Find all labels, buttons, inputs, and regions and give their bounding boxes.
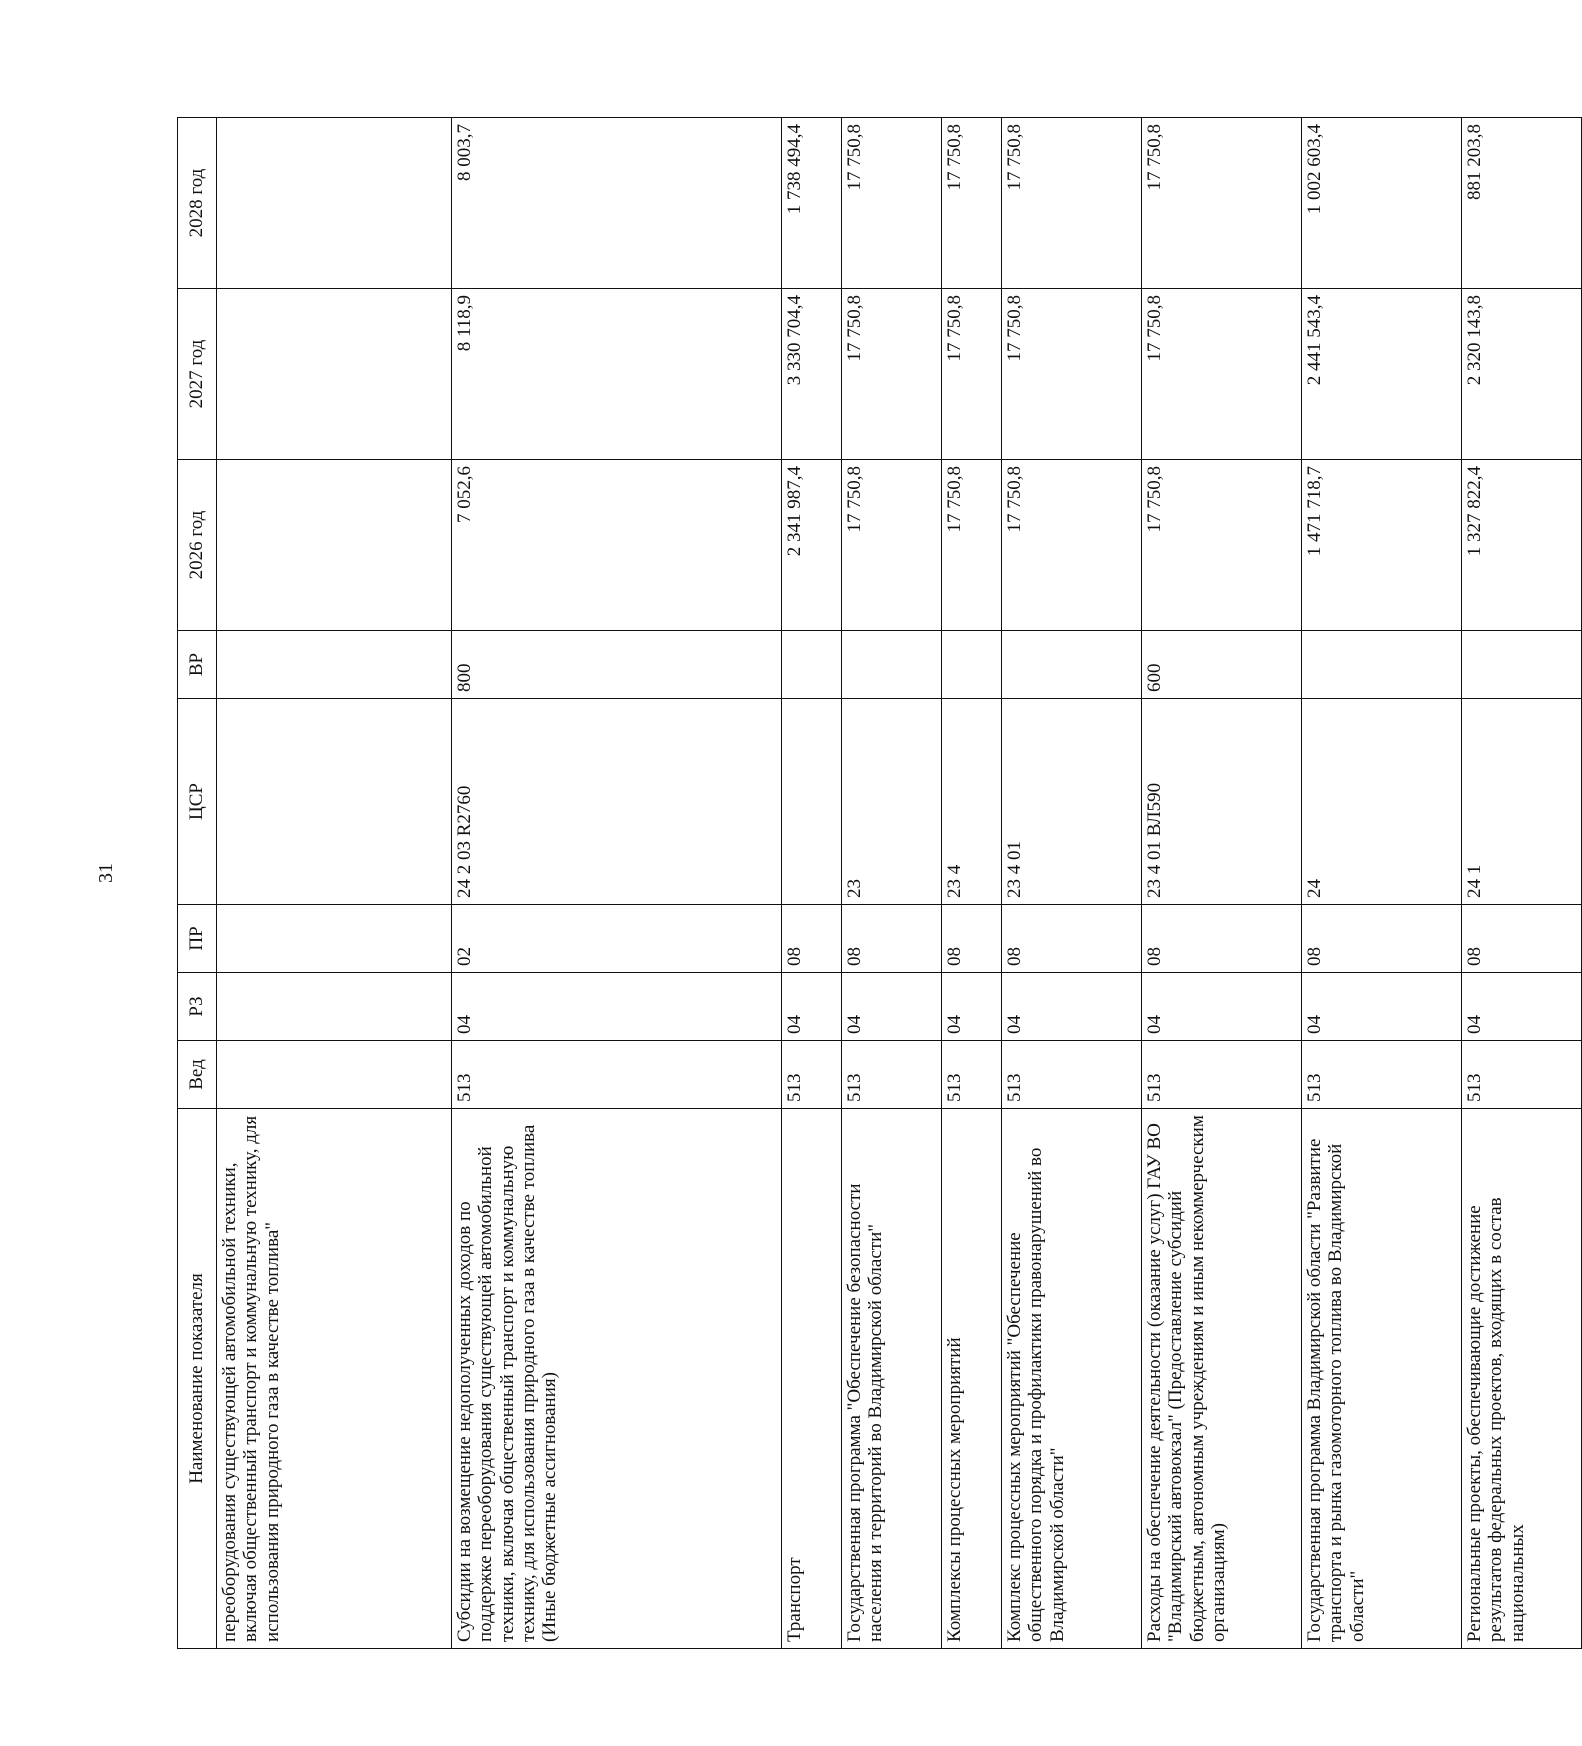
row-vr-cell: 600 <box>1142 631 1302 699</box>
row-ved-cell: 513 <box>1142 1041 1302 1109</box>
row-name-cell: Государственная программа Владимирской области "Развитие транспорта и рынка газомоторного топлива во Владимирской области" <box>1302 1109 1462 1649</box>
table-row <box>942 118 1002 1649</box>
row-rz-cell: 04 <box>942 973 1002 1041</box>
table-body <box>217 118 1582 1649</box>
header-csr: ЦСР <box>178 699 217 905</box>
row-name-cell: Субсидии на возмещение недополученных доходов по поддержке переоборудования существующей автомобильной техники, включая общественный транспорт и коммунальную технику, для использования природного газа в качестве топлива (Иные бюджетные ассигнования) <box>452 1109 782 1649</box>
row-2028-cell: 8 003,7 <box>452 118 782 289</box>
row-pr-cell: 08 <box>1302 905 1462 973</box>
row-2028-cell: 1 738 494,4 <box>782 118 842 289</box>
row-ved-cell: 513 <box>1462 1041 1582 1109</box>
table-row <box>782 118 842 1649</box>
table-row <box>1462 118 1582 1649</box>
row-vr-cell <box>1462 631 1582 699</box>
row-ved-cell: 513 <box>782 1041 842 1109</box>
header-pr: ПР <box>178 905 217 973</box>
row-pr-cell: 08 <box>1142 905 1302 973</box>
table-row <box>452 118 782 1649</box>
table-row <box>217 118 452 1649</box>
row-csr-cell <box>782 699 842 905</box>
row-name-cell: Комплекс процессных мероприятий "Обеспечение общественного порядка и профилактики правонарушений во Владимирской области" <box>1002 1109 1142 1649</box>
row-2027-cell: 17 750,8 <box>1002 289 1142 460</box>
row-2027-cell: 17 750,8 <box>842 289 942 460</box>
header-rz: РЗ <box>178 973 217 1041</box>
budget-table-rotated <box>177 118 1528 1649</box>
header-ved: Вед <box>178 1041 217 1109</box>
table-row <box>1002 118 1142 1649</box>
row-2027-cell: 17 750,8 <box>942 289 1002 460</box>
header-2027: 2027 год <box>178 289 217 460</box>
page-number: 31 <box>95 863 117 883</box>
row-vr-cell <box>217 631 452 699</box>
row-pr-cell: 08 <box>842 905 942 973</box>
row-2026-cell: 1 327 822,4 <box>1462 460 1582 631</box>
row-2027-cell <box>217 289 452 460</box>
table-header <box>178 118 217 1649</box>
row-2028-cell: 17 750,8 <box>942 118 1002 289</box>
row-rz-cell: 04 <box>1462 973 1582 1041</box>
row-vr-cell <box>782 631 842 699</box>
row-name-cell: Региональные проекты, обеспечивающие достижение результатов федеральных проектов, входящих в состав национальных <box>1462 1109 1582 1649</box>
row-csr-cell <box>217 699 452 905</box>
table-row <box>1142 118 1302 1649</box>
row-rz-cell <box>217 973 452 1041</box>
row-2026-cell: 17 750,8 <box>1002 460 1142 631</box>
header-2028: 2028 год <box>178 118 217 289</box>
row-vr-cell: 800 <box>452 631 782 699</box>
header-name: Наименование показателя <box>178 1109 217 1649</box>
row-2026-cell: 2 341 987,4 <box>782 460 842 631</box>
row-2026-cell: 7 052,6 <box>452 460 782 631</box>
row-csr-cell: 24 <box>1302 699 1462 905</box>
row-ved-cell: 513 <box>942 1041 1002 1109</box>
row-ved-cell: 513 <box>1002 1041 1142 1109</box>
row-csr-cell: 24 1 <box>1462 699 1582 905</box>
row-ved-cell <box>217 1041 452 1109</box>
row-pr-cell: 08 <box>782 905 842 973</box>
row-2026-cell: 17 750,8 <box>942 460 1002 631</box>
row-2027-cell: 3 330 704,4 <box>782 289 842 460</box>
row-2027-cell: 8 118,9 <box>452 289 782 460</box>
row-2026-cell: 17 750,8 <box>1142 460 1302 631</box>
row-vr-cell <box>842 631 942 699</box>
row-rz-cell: 04 <box>782 973 842 1041</box>
budget-table <box>177 117 1582 1649</box>
row-rz-cell: 04 <box>1142 973 1302 1041</box>
row-2026-cell: 1 471 718,7 <box>1302 460 1462 631</box>
header-vr: ВР <box>178 631 217 699</box>
row-rz-cell: 04 <box>1002 973 1142 1041</box>
row-csr-cell: 23 <box>842 699 942 905</box>
row-name-cell: Государственная программа "Обеспечение безопасности населения и территорий во Владимирской области" <box>842 1109 942 1649</box>
row-ved-cell: 513 <box>842 1041 942 1109</box>
row-2027-cell: 2 320 143,8 <box>1462 289 1582 460</box>
row-pr-cell: 08 <box>942 905 1002 973</box>
row-csr-cell: 23 4 <box>942 699 1002 905</box>
row-2026-cell <box>217 460 452 631</box>
row-rz-cell: 04 <box>452 973 782 1041</box>
row-csr-cell: 23 4 01 ВЛ590 <box>1142 699 1302 905</box>
header-2026: 2026 год <box>178 460 217 631</box>
row-vr-cell <box>1002 631 1142 699</box>
row-2027-cell: 2 441 543,4 <box>1302 289 1462 460</box>
row-ved-cell: 513 <box>1302 1041 1462 1109</box>
row-2026-cell: 17 750,8 <box>842 460 942 631</box>
row-rz-cell: 04 <box>842 973 942 1041</box>
table-row <box>1302 118 1462 1649</box>
row-2028-cell <box>217 118 452 289</box>
row-ved-cell: 513 <box>452 1041 782 1109</box>
row-name-cell: Комплексы процессных мероприятий <box>942 1109 1002 1649</box>
row-name-cell: Транспорт <box>782 1109 842 1649</box>
row-2028-cell: 17 750,8 <box>1002 118 1142 289</box>
row-csr-cell: 23 4 01 <box>1002 699 1142 905</box>
row-name-cell: Расходы на обеспечение деятельности (оказание услуг) ГАУ ВО "Владимирский автовокзал" (Предоставление субсидий бюджетным, автономным учреждениям и иным некоммерческим организациям) <box>1142 1109 1302 1649</box>
row-csr-cell: 24 2 03 R2760 <box>452 699 782 905</box>
row-2028-cell: 17 750,8 <box>1142 118 1302 289</box>
row-pr-cell: 02 <box>452 905 782 973</box>
row-2028-cell: 17 750,8 <box>842 118 942 289</box>
row-pr-cell: 08 <box>1462 905 1582 973</box>
row-2028-cell: 1 002 603,4 <box>1302 118 1462 289</box>
row-name-cell: переоборудования существующей автомобильной техники, включая общественный транспорт и коммунальную технику, для использования природного газа в качестве топлива" <box>217 1109 452 1649</box>
row-pr-cell: 08 <box>1002 905 1142 973</box>
row-2028-cell: 881 203,8 <box>1462 118 1582 289</box>
row-vr-cell <box>942 631 1002 699</box>
row-vr-cell <box>1302 631 1462 699</box>
row-pr-cell <box>217 905 452 973</box>
table-row <box>842 118 942 1649</box>
row-2027-cell: 17 750,8 <box>1142 289 1302 460</box>
row-rz-cell: 04 <box>1302 973 1462 1041</box>
